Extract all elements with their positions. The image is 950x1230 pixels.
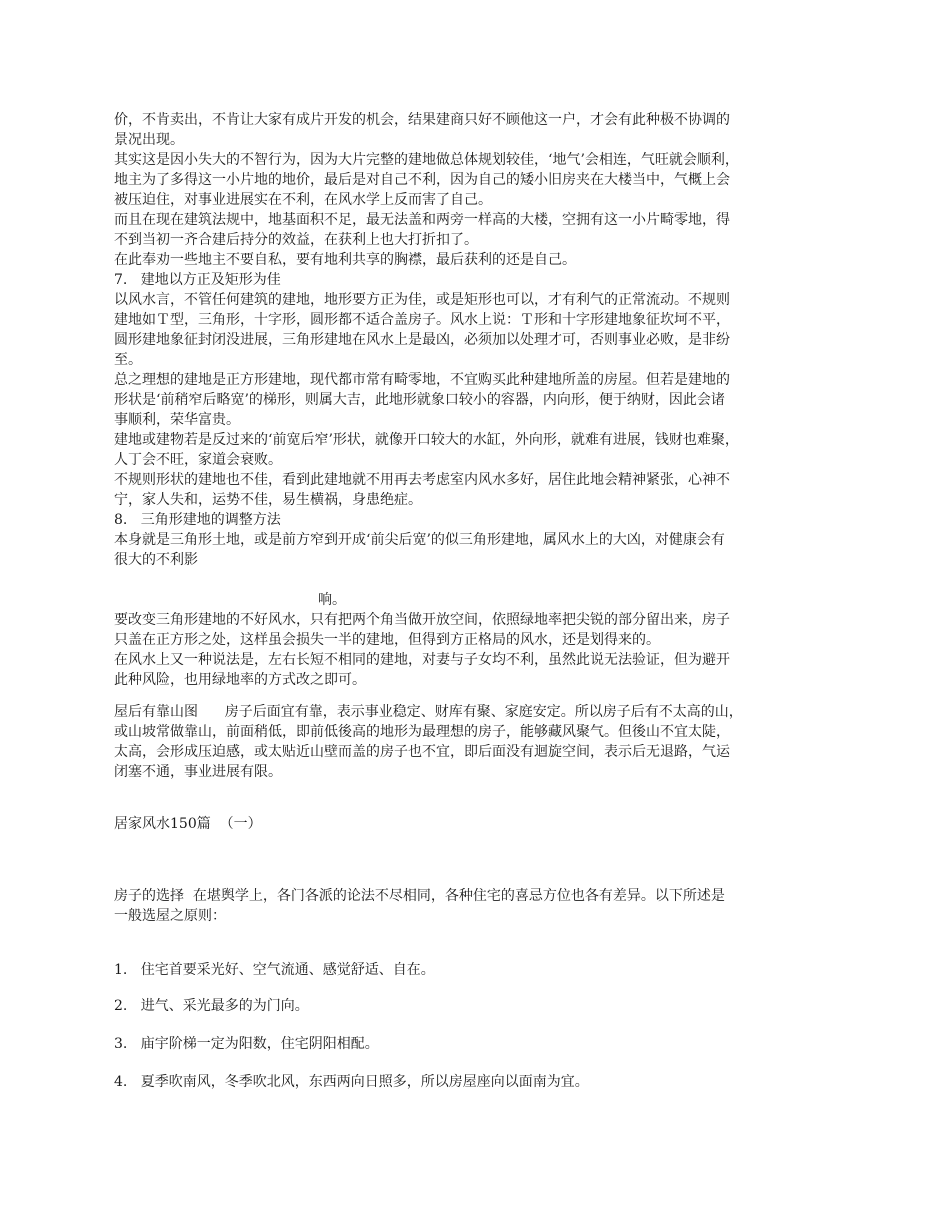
middle-block [114,610,844,690]
paragraph-line: 被压迫住，对事业进展实在不利，在风水学上反而害了自己。 [114,192,492,208]
paragraph-line: 形状是‘前稍窄后略宽’的梯形，则属大吉，此地形就象口较小的容器，内向形，便于纳财，因此会诸 [114,392,725,408]
paragraph-line: 事顺利，荣华富贵。 [114,412,240,428]
paragraph-line: 一般选屋之原则： [114,908,226,924]
paragraph-line: 圆形建地象征封闭没进展，三角形建地在风水上是最凶，必须加以处理才可，否则事业必败，是非纷 [114,332,730,348]
paragraph-line: 地主为了多得这一小片地的地价，最后是对自己不利，因为自己的矮小旧房夹在大楼当中，气概上会 [114,172,730,188]
intro-block [114,110,844,570]
principle-item: 4. 夏季吹南风，冬季吹北风，东西两向日照多，所以房屋座向以面南为宜。 [114,1074,589,1090]
section-heading-7: 7. 建地以方正及矩形为佳 [114,272,281,288]
selection-block [114,886,844,926]
paragraph-line: 价，不肯卖出，不肯让大家有成片开发的机会，结果建商只好不顾他这一户，才会有此种极不协调的 [114,112,730,128]
paragraph-line: 宁，家人失和，运势不佳，易生横祸，身患绝症。 [114,492,422,508]
section-heading-8: 8. 三角形建地的调整方法 [114,512,281,528]
paragraph-line: 此种风险，也用绿地率的方式改之即可。 [114,672,366,688]
principle-item: 2. 进气、采光最多的为门向。 [114,998,309,1014]
paragraph-line: 以风水言，不管任何建筑的建地，地形要方正为佳，或是矩形也可以，才有利气的正常流动。不规则 [114,292,730,308]
paragraph-line: 本身就是三角形土地，或是前方窄到开成‘前尖后宽’的似三角形建地，属风水上的大凶，对健康会有 [114,532,725,548]
paragraph-line: 太高，会形成压迫感，或太贴近山壁而盖的房子也不宜，即后面没有迴旋空间，表示后无退路，气运 [114,744,730,760]
paragraph-line: 建地如Ｔ型，三角形，十字形，圆形都不适合盖房子。风水上说：Ｔ形和十字形建地象征坎坷不平， [114,312,730,328]
paragraph-line: 其实这是因小失大的不智行为，因为大片完整的建地做总体规划较佳，‘地气’会相连，气旺就会顺利， [114,152,739,168]
paragraph-line: 而且在现在建筑法规中，地基面积不足，最无法盖和两旁一样高的大楼，空拥有这一小片畸零地，得 [114,212,730,228]
paragraph-line: 在此奉劝一些地主不要自私，要有地利共享的胸襟，最后获利的还是自己。 [114,252,576,268]
paragraph-line: 总之理想的建地是正方形建地，现代都市常有畸零地，不宜购买此种建地所盖的房屋。但若是建地的 [114,372,730,388]
mountain-block [114,702,844,782]
paragraph-line: 房子的选择 在堪舆学上，各门各派的论法不尽相同，各种住宅的喜忌方位也各有差异。以下所述是 [114,888,725,904]
paragraph-line: 不到当初一齐合建后持分的效益，在获利上也大打折扣了。 [114,232,478,248]
paragraph-line: 景况出现。 [114,132,184,148]
paragraph-line: 只盖在正方形之处，这样虽会损失一半的建地，但得到方正格局的风水，还是划得来的。 [114,632,660,648]
paragraph-line: 在风水上又一种说法是，左右长短不相同的建地，对妻与子女均不利，虽然此说无法验证，但为避开 [114,652,730,668]
paragraph-line: 很大的不利影 [114,552,198,568]
principle-item: 3. 庙宇阶梯一定为阳数，住宅阴阳相配。 [114,1036,379,1052]
paragraph-line: 闭塞不通，事业进展有限。 [114,764,282,780]
paragraph-line: 要改变三角形建地的不好风水，只有把两个角当做开放空间，依照绿地率把尖锐的部分留出来，房子 [114,612,730,628]
continued-word: 响。 [318,592,346,608]
paragraph-line: 不规则形状的建地也不佳，看到此建地就不用再去考虑室内风水多好，居住此地会精神紧张，心神不 [114,472,730,488]
principle-item: 1. 住宅首要采光好、空气流通、感觉舒适、自在。 [114,962,435,978]
paragraph-line: 屋后有靠山图 房子后面宜有靠，表示事业稳定、财库有聚、家庭安定。所以房子后有不太高的山， [114,704,743,720]
paragraph-line: 或山坡常做靠山，前面稍低，即前低後高的地形为最理想的房子，能够藏风聚气。但後山不宜太陡， [114,724,730,740]
paragraph-line: 建地或建物若是反过来的‘前宽后窄’形状，就像开口较大的水缸，外向形，就难有进展，钱财也难聚， [114,432,739,448]
paragraph-line: 人丁会不旺，家道会衰败。 [114,452,282,468]
paragraph-line: 至。 [114,352,142,368]
section-title: 居家风水150篇 （一） [114,816,262,832]
